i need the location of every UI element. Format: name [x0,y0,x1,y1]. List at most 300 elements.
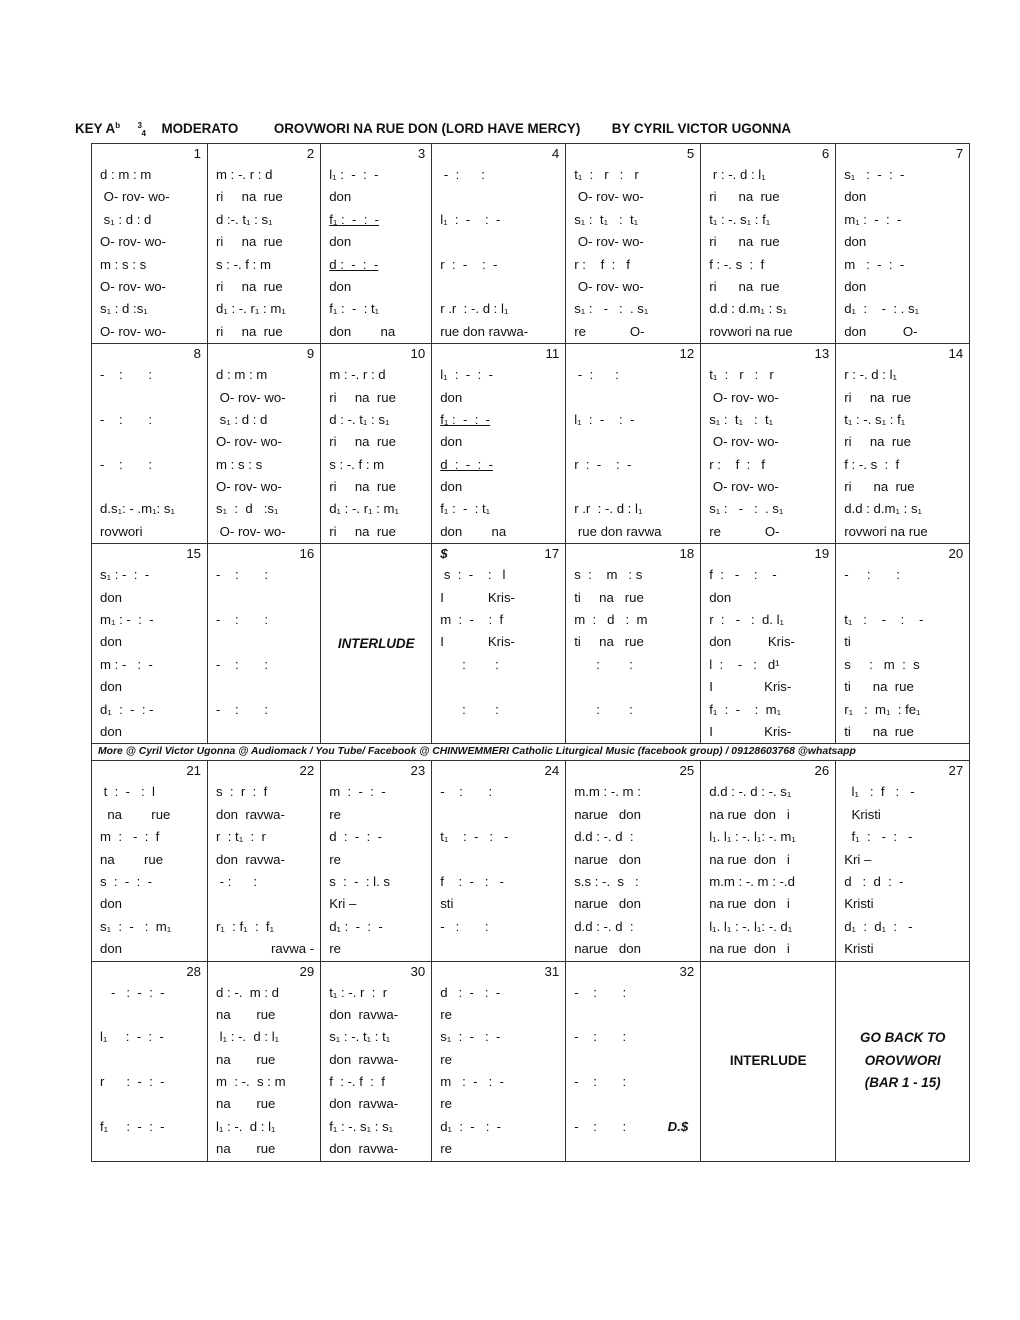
lyric-line: O- rov- wo- [574,278,644,294]
solfa-line: d.d : -. d : [574,829,634,845]
lyric-line: rovwori na rue [844,523,928,539]
lyric-line [440,676,559,698]
solfa-line: r : - : d. l₁ [709,612,784,628]
solfa-line: f₁ : - : - [440,411,491,427]
solfa-line: l₁. l₁ : -. l₁: -. d₁ [709,918,793,934]
solfa-line: s₁ : d : d [100,211,152,227]
lyric-line [440,721,559,743]
bar-cell-32 [566,961,701,1161]
bar-number: 23 [410,763,426,779]
lyric-line: ri na rue [844,434,911,450]
bar-number: 25 [679,763,695,779]
lyric-line: rovwori na rue [709,323,793,339]
solfa-line: r : t₁ : r [216,829,266,845]
solfa-line: f₁ : - : m₁ [709,701,782,717]
bar-cell-28 [92,961,208,1161]
solfa-line: r₁ : m₁ : fe₁ [844,701,921,717]
solfa-line: r₁ : f₁ : f₁ [216,918,275,934]
bar-cell-22 [208,761,321,961]
lyric-line: ri na rue [329,479,396,495]
solfa-line: m : - : - [100,656,153,672]
bar-number: 19 [814,546,830,562]
lyric-line: na rue [216,1096,276,1112]
solfa-line: - : : [574,1029,627,1045]
solfa-line: m : s : s [216,456,263,472]
lyric-line [844,587,963,609]
bar-number: 20 [948,546,964,562]
lyric-line: I Kris- [709,723,792,739]
lyric-line: Kristi [844,806,881,822]
bar-cell-17 [432,544,566,744]
score-row [92,961,970,1161]
lyric-line: na rue [216,1141,276,1157]
solfa-line: s₁ : - : - [844,167,905,182]
lyric-line [100,431,201,453]
solfa-line: s.s : -. s : [574,873,639,889]
solfa-line: r .r : -. d : l₁ [440,301,509,317]
solfa-line: d₁ : - : . s₁ [844,301,920,317]
lyric-line: don ravwa- [329,1051,399,1067]
lyric-line: O- rov- wo- [216,479,282,495]
solfa-line: f : - : - [440,873,504,889]
lyric-line: don na [329,323,396,339]
bar-cell-5 [566,144,701,344]
lyric-line: don ravwa- [216,806,285,822]
bar-number: 9 [306,346,315,362]
lyric-line: don [440,479,463,495]
lyric-line: don [100,941,123,957]
lyric-line: O- rov- wo- [216,434,282,450]
solfa-line: s₁ : - : - [440,1029,501,1045]
bar-number: 27 [948,763,964,779]
lyric-line: ri na rue [216,278,283,294]
solfa-line: s₁ : t₁ : t₁ [709,411,774,427]
special-label: GO BACK TO OROVWORI (BAR 1 - 15) [860,1030,946,1091]
bar-number: 16 [299,546,315,562]
lyric-line: don [440,389,463,405]
lyric-line: don ravwa- [329,1006,399,1022]
lyric-line [440,804,559,826]
lyric-line [440,186,559,208]
bar-cell-25 [566,761,701,961]
lyric-line: narue don [574,941,641,957]
bar-number: 26 [814,763,830,779]
lyric-line: ri na rue [709,234,780,250]
bar-cell-20 [836,544,970,744]
lyric-line: rue don ravwa [574,523,662,539]
solfa-line: m : s : s [100,256,147,272]
footer-promo: More @ Cyril Victor Ugonna @ Audiomack / You Tube/ Facebook @ CHINWEMMERI Catholic Liturgical Music (facebook group) / 09128603768 @whatsapp [92,744,970,761]
solfa-line: r : - : - [100,1074,165,1090]
solfa-line: t₁ : -. s₁ : f₁ [709,211,771,227]
bar-number: 2 [306,146,315,161]
lyric-line: na rue [216,1006,276,1022]
lyric-line [574,676,694,698]
lyric-line: re [440,1096,452,1112]
bar-number: 29 [299,963,315,979]
lyric-line [574,1049,694,1071]
lyric-line [574,1138,694,1160]
solfa-line: - : : [216,567,269,583]
lyric-line: ri na rue [709,278,780,294]
solfa-line: d.d : -. d : [574,918,634,934]
bar-number: 18 [679,546,695,562]
solfa-line: s₁ : t₁ : t₁ [574,211,639,227]
lyric-line: O- rov- wo- [216,389,286,405]
special-cell [701,961,836,1161]
tempo-label: MODERATO [161,121,239,137]
lyric-line [100,476,201,498]
bar-number: 6 [821,146,830,161]
bar-number: 5 [686,146,695,161]
lyric-line: O- rov- wo- [709,389,779,405]
lyric-line: na rue [100,851,164,867]
solfa-line: d₁ : - : - [440,1118,502,1134]
bar-number: 3 [417,146,426,161]
bar-number: 15 [186,546,201,562]
solfa-line: d : m : m [100,167,152,182]
lyric-line: na rue don i [709,941,790,957]
solfa-line: - : : [574,984,627,1000]
solfa-line: t₁ : r : r [709,367,774,383]
lyric-line: re [329,806,341,822]
solfa-line: l₁ : - : - [574,411,635,427]
solfa-line: m : - : - [844,256,905,272]
bar-cell-13 [701,344,836,544]
special-cell [836,961,970,1161]
lyric-line: re [329,851,341,867]
lyric-line [216,631,314,653]
solfa-line: r : -. d : l₁ [709,167,766,182]
bar-cell-7 [836,144,970,344]
solfa-line: s₁ : d :s₁ [216,501,279,517]
lyric-line: don [100,723,123,739]
solfa-line: t₁ : - : - [844,612,924,628]
solfa-line: l₁ : -. d : l₁ [216,1029,280,1045]
solfa-line: : : [574,701,633,717]
lyric-line: rovwori [100,523,143,539]
lyric-line: don na [440,523,507,539]
lyric-line [100,1004,201,1026]
bar-cell-27 [836,761,970,961]
solfa-line: t : - : l [100,784,155,800]
solfa-line: d : - : - [440,456,493,472]
solfa-line: s₁ : d : d [216,411,268,427]
solfa-line: s : - : l [440,567,506,583]
lyric-line: ri na rue [329,389,396,405]
bar-number: 17 [544,546,560,562]
song-title: OROVWORI NA RUE DON (LORD HAVE MERCY) [273,121,581,137]
solfa-line: d.d : d.m₁ : s₁ [709,301,787,317]
solfa-line: - : : [100,411,153,427]
lyric-line: ri na rue [844,479,915,495]
solfa-line: r .r : -. d : l₁ [574,501,643,517]
special-cell [321,544,432,744]
time-sig-bottom: 4 [141,128,146,138]
solfa-line: d.s₁: - .m₁: s₁ [100,501,175,517]
lyric-line: O- rov- wo- [100,189,170,205]
bar-cell-12 [566,344,701,544]
lyric-line: na rue don i [709,851,790,867]
score-row [92,344,970,544]
bar-cell-4 [432,144,566,344]
lyric-line: O- rov- wo- [216,523,286,539]
solfa-line: f : - : - [709,567,777,583]
solfa-line: s : m : s [574,567,643,583]
lyric-line [574,476,694,498]
lyric-line: ti na rue [844,679,914,695]
bar-cell-8 [92,344,208,544]
solfa-line: f₁ : - : t₁ [329,301,380,317]
lyric-line: na rue [216,1051,276,1067]
bar-number: 4 [551,146,560,161]
bar-cell-18 [566,544,701,744]
solfa-line: - : : [100,456,153,472]
lyric-line: Kristi [844,941,874,957]
lyric-line: re O- [709,523,780,539]
lyric-line [100,1093,201,1115]
bar-cell-31 [432,961,566,1161]
solfa-line: d₁ : -. r₁ : m₁ [329,501,399,517]
lyric-line: I Kris- [440,589,515,605]
bar-number: 10 [410,346,426,362]
bar-cell-23 [321,761,432,961]
solfa-line: t₁ : -. s₁ : f₁ [844,411,906,427]
lyric-line: don ravwa- [329,1141,399,1157]
solfa-line: d : m : m [216,367,268,383]
solfa-line: - : : [216,612,269,628]
lyric-line [440,276,559,298]
lyric-line [100,387,201,409]
lyric-line [574,1093,694,1115]
lyric-line: na rue don i [709,896,790,912]
dal-segno-mark: D.$ [667,1118,689,1134]
bar-cell-24 [432,761,566,961]
solfa-line: s₁ : - : - [100,567,150,583]
solfa-line: d : - : - [329,829,382,845]
bar-number: 7 [955,146,964,161]
solfa-line: r : f : f [574,256,630,272]
lyric-line: don [100,589,123,605]
solfa-line: m : - : - [440,1074,504,1090]
solfa-line: - : : [574,1118,627,1134]
solfa-line: d₁ : d₁ : - [844,918,913,934]
lyric-line: re [329,941,341,957]
lyric-line: ti [844,634,851,650]
solfa-line: s₁ : d :s₁ [100,301,148,317]
score-table [91,143,970,1162]
lyric-line: don [329,278,352,294]
lyric-line: narue don [574,806,641,822]
lyric-line [100,1138,201,1160]
solfa-line: t₁ : r : r [574,167,639,182]
bar-cell-14 [836,344,970,544]
solfa-line: r : - : - [440,256,498,272]
solfa-line: m.m : -. m : [574,784,641,800]
solfa-line: - : : [100,367,153,383]
key-label: KEY A [75,121,116,137]
bar-cell-29 [208,961,321,1161]
solfa-line: l₁ : - : - [440,211,501,227]
lyric-line: ri na rue [329,434,396,450]
bar-cell-26 [701,761,836,961]
segno-sign: $ [440,546,448,562]
solfa-line: r : -. d : l₁ [844,367,898,383]
solfa-line: l : - : d¹ [709,656,780,672]
lyric-line: don [100,679,123,695]
solfa-line: l₁ : -. d : l₁ [216,1118,276,1134]
solfa-line: d.d : -. d : -. s₁ [709,784,792,800]
solfa-line: s : r : f [216,784,268,800]
solfa-line: d.d : d.m₁ : s₁ [844,501,922,517]
bar-cell-3 [321,144,432,344]
lyric-line [440,938,559,960]
bar-cell-16 [208,544,321,744]
solfa-line: r : - : - [574,456,632,472]
lyric-line: don ravwa- [216,851,285,867]
solfa-line: f : -. f : f [329,1074,385,1090]
time-sig-top: 3 [137,120,142,130]
solfa-line: - : : [574,367,619,383]
lyric-line: ri na rue [216,234,283,250]
special-label: INTERLUDE [729,1052,807,1068]
lyric-line: O- rov- wo- [100,323,166,339]
bar-number: 28 [186,963,201,979]
solfa-line: f : -. s : f [709,256,765,272]
solfa-line: m : -. r : d [216,167,273,182]
bar-cell-21 [92,761,208,961]
lyric-line: O- rov- wo- [574,234,644,250]
solfa-line: m₁ : - : - [844,211,902,227]
solfa-line: d : -. m : d [216,984,280,1000]
solfa-line: d : -. t₁ : s₁ [329,411,390,427]
score-header [75,121,791,138]
solfa-line: r : f : f [709,456,765,472]
bar-cell-6 [701,144,836,344]
bar-cell-10 [321,344,432,544]
lyric-line: don [100,896,123,912]
lyric-line [216,893,314,915]
time-signature [138,122,146,138]
bar-number: 13 [814,346,830,362]
lyric-line: sti [440,896,454,912]
solfa-line: s₁ : - : . s₁ [574,301,649,317]
solfa-line: l₁ : - : - [440,367,494,383]
lyric-line: ri na rue [216,323,283,339]
lyric-line: ri na rue [216,189,283,205]
solfa-line: m₁ : - : - [100,612,154,628]
lyric-line: don [440,434,463,450]
lyric-line: ravwa - [216,941,315,957]
lyric-line: ti na rue [574,634,644,650]
lyric-line: Kri – [329,896,357,912]
solfa-line: - : : [440,167,485,182]
composer-label: BY CYRIL VICTOR UGONNA [611,121,792,137]
solfa-line: : : [574,656,633,672]
lyric-line: ti na rue [844,723,914,739]
solfa-line: s : - : l. s [329,873,391,889]
bar-cell-11 [432,344,566,544]
lyric-line [440,849,559,871]
bar-number: 31 [544,963,560,979]
solfa-line: d₁ : - : - [100,701,154,717]
solfa-line: s : -. f : m [216,256,271,272]
lyric-line: don [844,278,867,294]
lyric-line: don [329,234,352,250]
solfa-line: m : -. r : d [329,367,386,383]
lyric-line: Kristi [844,896,874,912]
solfa-line: - : : [440,918,489,934]
solfa-line: d : d : - [844,873,904,889]
score-row [92,144,970,344]
special-label: INTERLUDE [337,635,415,651]
lyric-line [216,721,314,743]
lyric-line: narue don [574,896,641,912]
solfa-line: t₁ : -. r : r [329,984,388,1000]
bar-number: 30 [410,963,426,979]
lyric-line: rue don ravwa- [440,323,529,339]
score-row [92,544,970,744]
solfa-line: l₁ : f : - [844,784,915,800]
bar-number: 24 [544,763,560,779]
bar-number: 12 [679,346,695,362]
bar-cell-2 [208,144,321,344]
solfa-line: l₁ : - : - [100,1029,164,1045]
bar-cell-1 [92,144,208,344]
bar-number: 22 [299,763,315,779]
lyric-line [574,431,694,453]
lyric-line: O- rov- wo- [574,189,644,205]
bar-number: 11 [545,346,560,362]
score-row [92,761,970,961]
bar-number: 14 [948,346,964,362]
solfa-line: m.m : -. m : -.d [709,873,795,889]
solfa-line: - : : [440,784,493,800]
bar-number: 8 [193,346,201,362]
bar-cell-19 [701,544,836,744]
solfa-line: d :-. t₁ : s₁ [216,211,273,227]
lyric-line: ri na rue [844,389,911,405]
lyric-line: I Kris- [709,679,792,695]
solfa-line: f₁ : - : - [844,829,913,845]
solfa-line: d : - : - [329,256,379,272]
lyric-line: Kri – [844,851,872,867]
lyric-line [574,721,694,743]
lyric-line: don Kris- [709,634,795,650]
lyric-line: re [440,1141,452,1157]
solfa-line: d : - : - [440,984,501,1000]
solfa-line: f : -. s : f [844,456,900,472]
solfa-line: s : -. f : m [329,456,385,472]
lyric-line: na rue don i [709,806,790,822]
lyric-line [216,676,314,698]
solfa-line: m : - : - [329,784,386,800]
lyric-line: don [329,189,352,205]
solfa-line: s₁ : - : m₁ [100,918,172,934]
lyric-line: re [440,1051,452,1067]
bar-cell-30 [321,961,432,1161]
lyric-line: don [100,634,123,650]
solfa-line: - : - : - [100,984,165,1000]
solfa-line: s₁ : - : . s₁ [709,501,784,517]
solfa-line: - : : [216,873,258,889]
solfa-line: - : : [216,656,269,672]
lyric-line: O- rov- wo- [709,479,779,495]
solfa-line: s : m : s [844,656,920,672]
solfa-line: s : - : - [100,873,153,889]
solfa-line: m : - : f [440,612,504,628]
lyric-line: na rue [100,806,171,822]
